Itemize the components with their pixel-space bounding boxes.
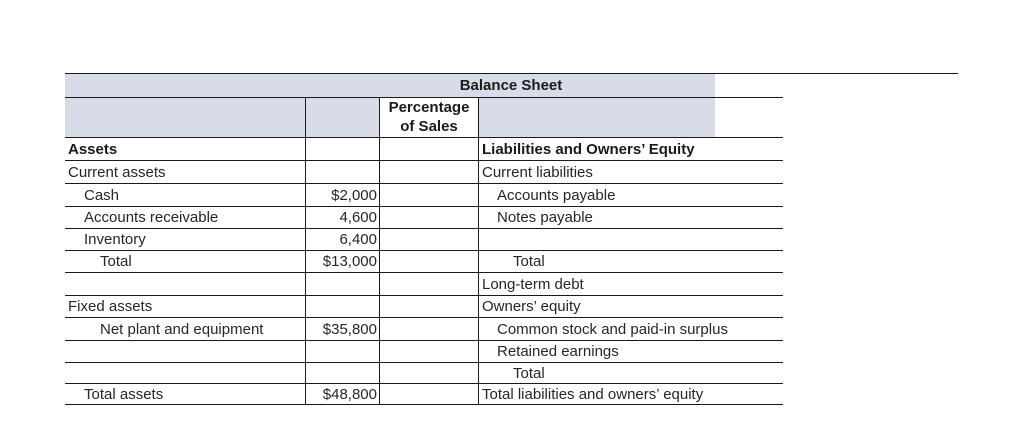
rule-row-5 [65,250,783,251]
rule-row-4 [65,228,783,229]
rule-header-2 [65,137,783,138]
liabilities-heading: Liabilities and Owners’ Equity [482,141,695,158]
current-assets-total-label: Total [100,253,132,270]
pct-header-line-2: of Sales [400,118,458,135]
plant-value: $35,800 [322,321,377,338]
common-stock-label: Common stock and paid-in surplus [497,321,728,338]
total-assets-label: Total assets [84,386,164,403]
rule-header-1 [65,97,783,98]
sheet-title: Balance Sheet [459,77,563,94]
owners-equity-heading: Owners’ equity [482,298,581,315]
rule-row-10 [65,362,783,363]
receivable-label: Accounts receivable [84,209,219,226]
total-assets-value: $48,800 [322,386,377,403]
inventory-value: 6,400 [339,231,377,248]
rule-row-3 [65,206,783,207]
rule-row-11 [65,383,783,384]
receivable-value: 4,600 [339,209,377,226]
long-term-debt-label: Long-term debt [482,276,584,293]
col-rule-amount-left [305,97,306,405]
rule-row-9 [65,340,783,341]
total-liabilities-equity-label: Total liabilities and owners’ equity [482,386,704,403]
col-rule-pct-right [478,97,479,405]
notes-payable-label: Notes payable [497,209,593,226]
equity-total-label: Total [513,365,545,382]
rule-row-2 [65,183,783,184]
col-rule-pct-left [379,97,380,405]
plant-label: Net plant and equipment [100,321,264,338]
current-assets-heading: Current assets [68,164,166,181]
header-band-right [479,98,715,137]
current-liabilities-heading: Current liabilities [482,164,593,181]
current-liabilities-total-label: Total [513,253,545,270]
rule-row-1 [65,160,783,161]
rule-row-8 [65,317,783,318]
header-band-left [65,98,379,137]
rule-row-6 [65,272,783,273]
assets-heading: Assets [68,141,118,158]
pct-header-line-1: Percentage [388,99,470,116]
fixed-assets-heading: Fixed assets [68,298,153,315]
top-rule [65,73,958,74]
current-assets-total-value: $13,000 [322,253,377,270]
rule-bottom [65,404,783,405]
inventory-label: Inventory [84,231,146,248]
accounts-payable-label: Accounts payable [497,187,616,204]
cash-value: $2,000 [331,187,377,204]
cash-label: Cash [84,187,120,204]
rule-row-7 [65,295,783,296]
retained-earnings-label: Retained earnings [497,343,619,360]
